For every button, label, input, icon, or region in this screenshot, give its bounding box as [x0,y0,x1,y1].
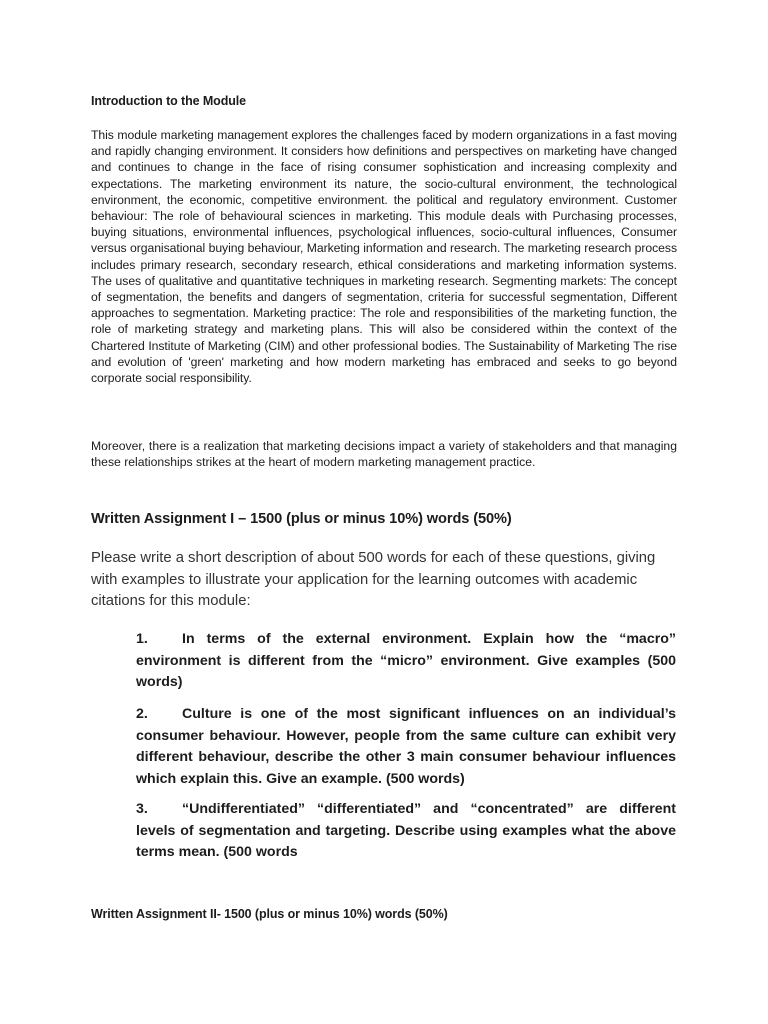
intro-heading: Introduction to the Module [91,94,247,108]
intro-paragraph: This module marketing management explores the challenges faced by modern organizations in a fast moving and rapidly changing environment. It considers how definitions and perspectives on marketing have changed and continues to change in the face of rising consumer sophistication and increasing complexity and expectations. The marketing environment its nature, the socio-cultural environment, the technological environment, the economic, competitive environment. the political and regulatory environment. Customer behaviour: The role of behavioural sciences in marketing. This module deals with Purchasing processes, buying situations, environmental influences, psychological influences, socio-cultural influences, Consumer versus organisational buying behaviour, Marketing information and research. The marketing research process includes primary research, secondary research, ethical considerations and marketing information systems. The uses of qualitative and quantitative techniques in marketing research. Segmenting markets: The concept of segmentation, the benefits and dangers of segmentation, criteria for successful segmentation, Different approaches to segmentation. Marketing practice: The role and responsibilities of the marketing function, the role of marketing strategy and marketing plans. This will also be considered within the context of the Chartered Institute of Marketing (CIM) and other professional bodies. The Sustainability of Marketing The rise and evolution of 'green' marketing and how modern marketing has embraced and seeks to go beyond corporate social responsibility. [91,128,677,386]
assignment-1-heading: Written Assignment I – 1500 (plus or minus 10%) words (50%) [91,511,512,527]
assignment-2-heading: Written Assignment II- 1500 (plus or minus 10%) words (50%) [91,907,448,921]
question-item [136,704,676,790]
question-item [136,799,676,864]
intro-paragraph-2: Moreover, there is a realization that marketing decisions impact a variety of stakeholders and that managing these relationships strikes at the heart of modern marketing management practice. [91,439,677,470]
question-text: “Undifferentiated” “differentiated” and “concentrated” are different levels of segmentation and targeting. Describe using examples what the above terms mean. (500 words [136,801,676,860]
question-item [136,629,676,694]
question-text: In terms of the external environment. Explain how the “macro” environment is different from the “micro” environment. Give examples (500 words) [136,631,676,690]
question-number: 1. [136,631,148,647]
assignment-1-prompt: Please write a short description of about 500 words for each of these questions, giving with examples to illustrate your application for the learning outcomes with academic citations for this module: [91,550,656,609]
question-number: 2. [136,706,148,722]
question-text: Culture is one of the most significant influences on an individual’s consumer behaviour. However, people from the same culture can exhibit very different behaviour, describe the other 3 main consumer behaviour influences which explain this. Give an example. (500 words) [136,706,676,787]
question-number: 3. [136,801,148,817]
